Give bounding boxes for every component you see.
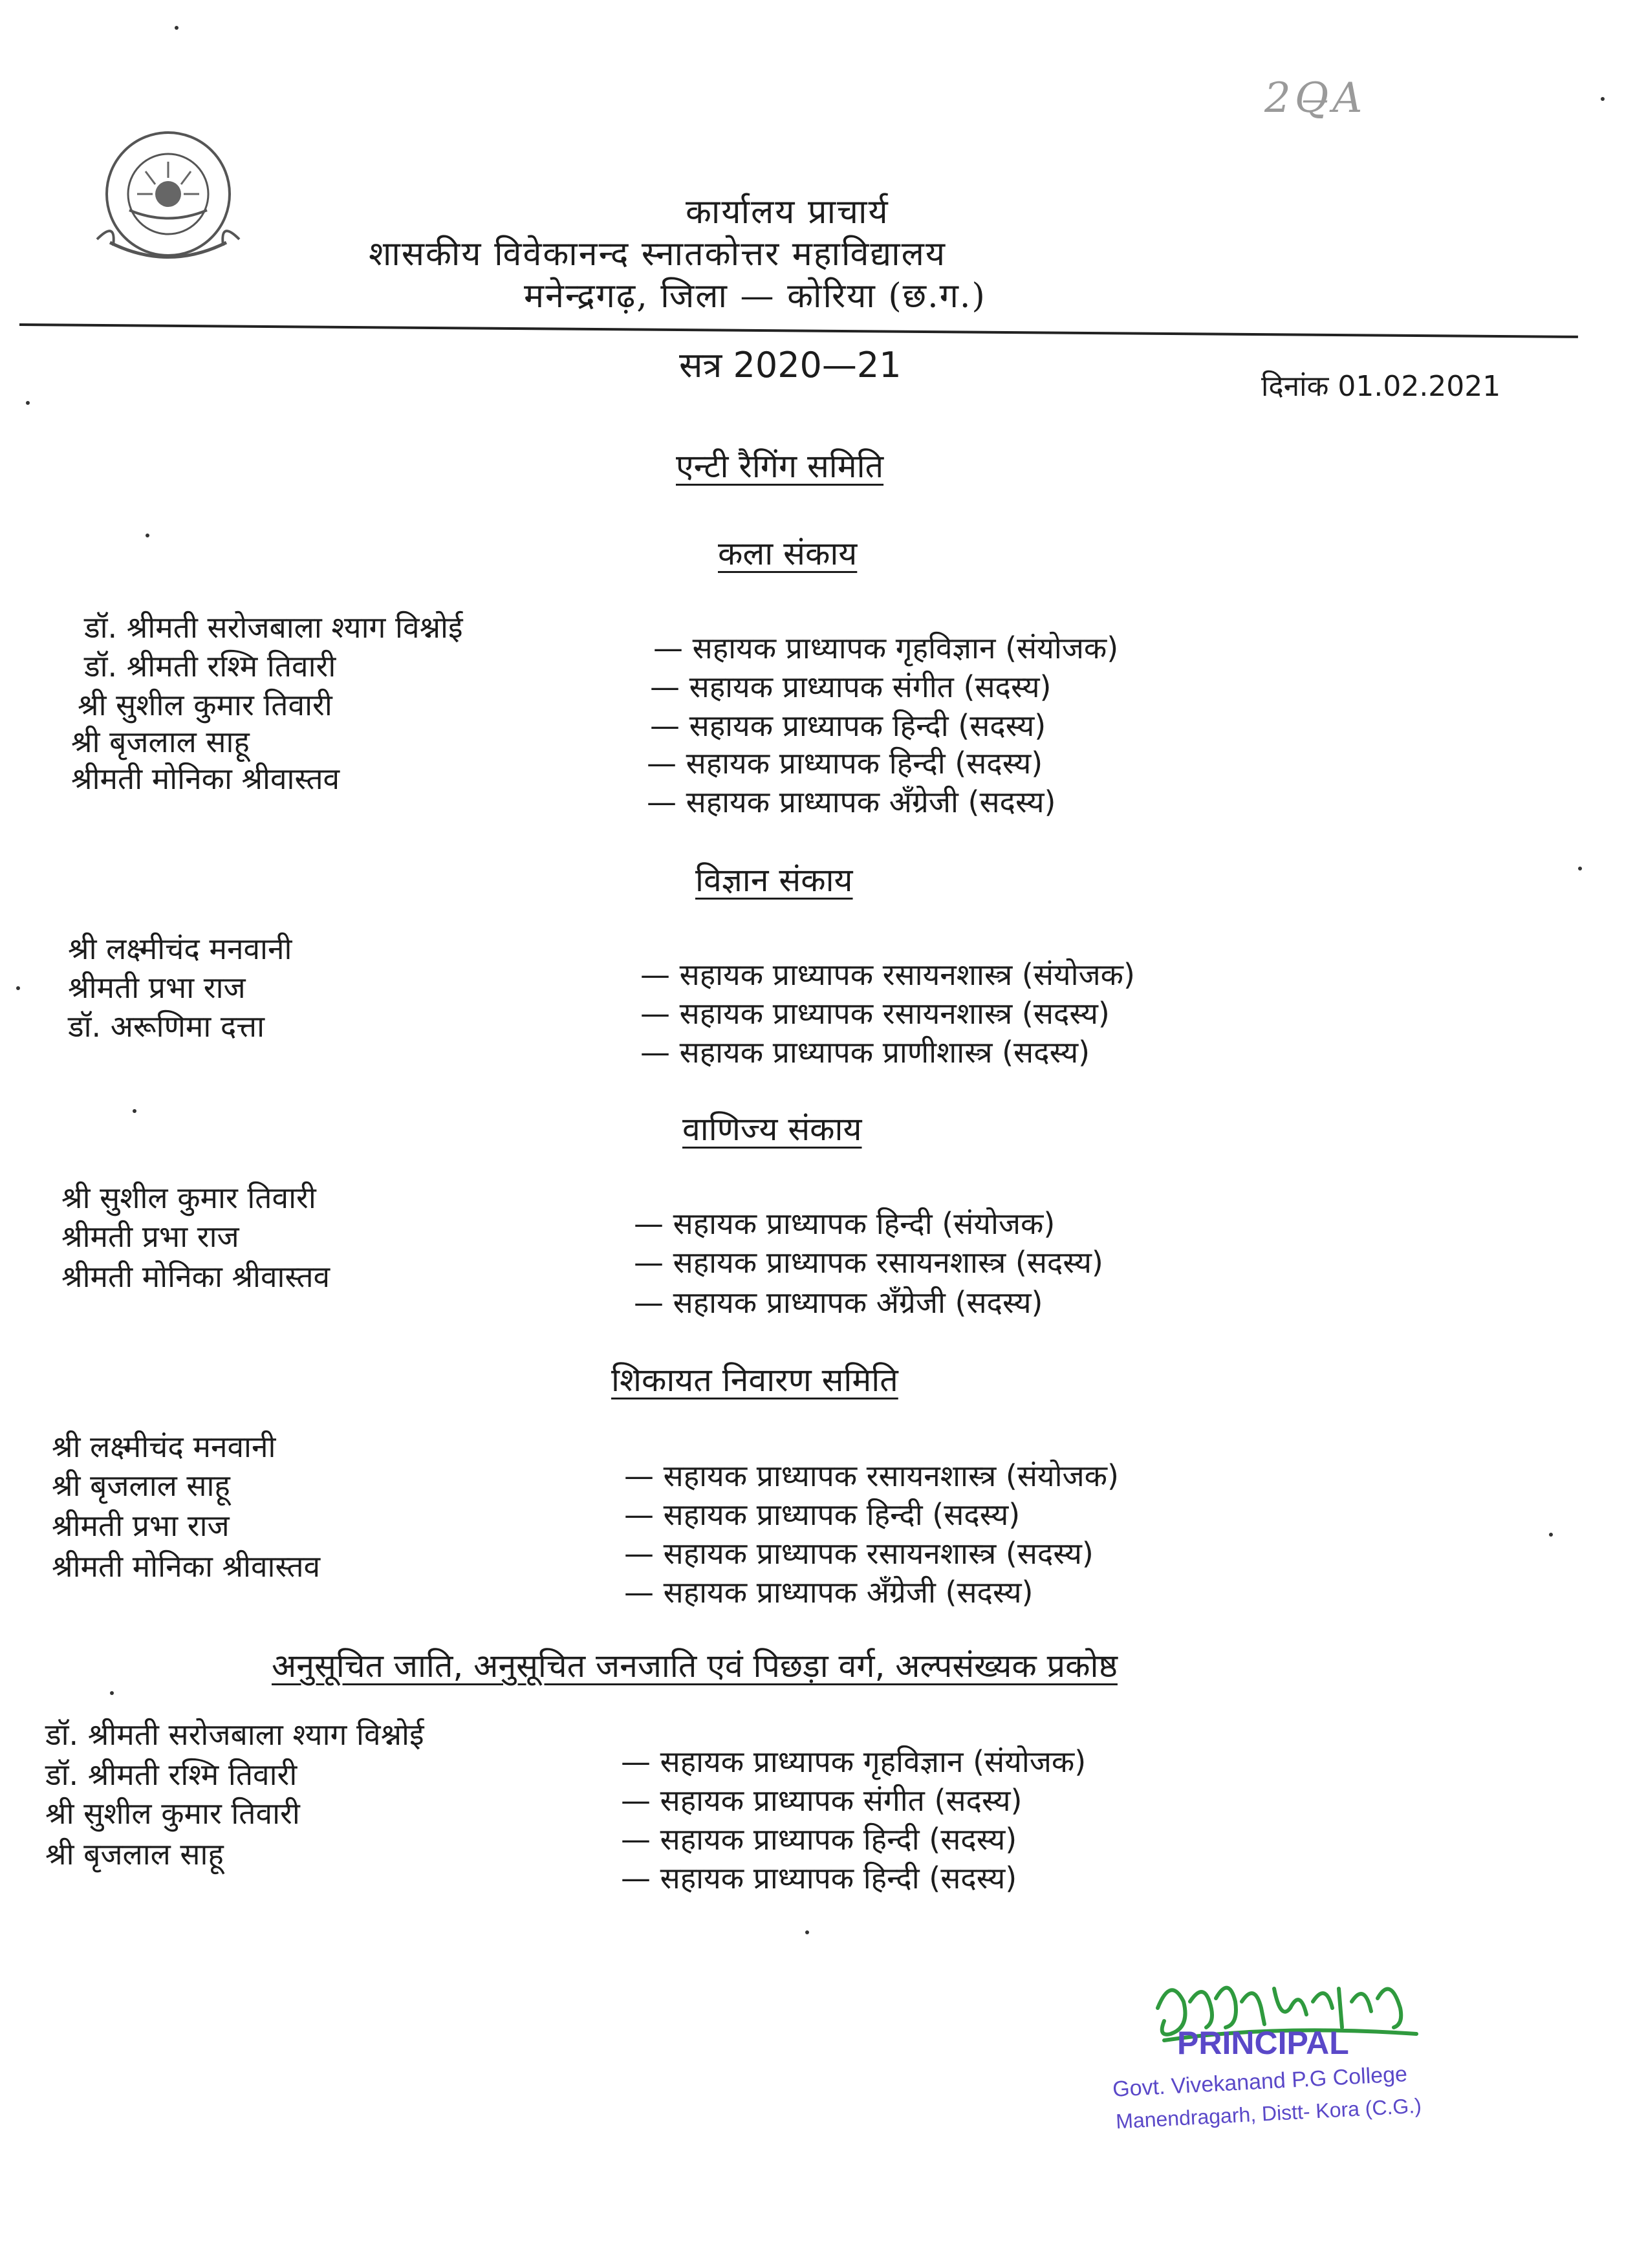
- member-name: डॉ. अरूणिमा दत्ता: [68, 1009, 265, 1044]
- stamp-title: PRINCIPAL: [1177, 2025, 1349, 2061]
- scan-speck: [146, 534, 149, 537]
- member-name: श्रीमती मोनिका श्रीवास्तव: [52, 1549, 321, 1584]
- scan-speck: [110, 1691, 114, 1695]
- member-name: डॉ. श्रीमती रश्मि तिवारी: [84, 649, 336, 684]
- member-role: — सहायक प्राध्यापक संगीत (सदस्य): [621, 1783, 1023, 1818]
- member-name: श्री सुशील कुमार तिवारी: [78, 687, 332, 722]
- section-heading: वाणिज्य संकाय: [682, 1110, 862, 1148]
- handwritten-page-number: 2Q̶A: [1264, 74, 1367, 122]
- scan-speck: [133, 1109, 136, 1113]
- member-name: श्री लक्ष्मीचंद मनवानी: [68, 931, 292, 966]
- scan-speck: [1601, 97, 1605, 101]
- member-role: — सहायक प्राध्यापक हिन्दी (सदस्य): [621, 1861, 1017, 1895]
- member-role: — सहायक प्राध्यापक अँग्रेजी (सदस्य): [647, 784, 1056, 819]
- member-role: — सहायक प्राध्यापक गृहविज्ञान (संयोजक): [653, 631, 1119, 665]
- member-role: — सहायक प्राध्यापक हिन्दी (सदस्य): [621, 1822, 1017, 1857]
- section-heading: विज्ञान संकाय: [695, 861, 853, 899]
- member-name: डॉ. श्रीमती सरोजबाला श्याग विश्नोई: [45, 1717, 424, 1752]
- member-name: श्रीमती प्रभा राज: [61, 1219, 239, 1254]
- scan-speck: [805, 1930, 809, 1934]
- stamp-address: Manendragarh, Distt- Kora (C.G.): [1115, 2093, 1422, 2133]
- member-name: श्री सुशील कुमार तिवारी: [61, 1180, 316, 1215]
- member-role: — सहायक प्राध्यापक अँग्रेजी (सदस्य): [624, 1575, 1034, 1610]
- college-seal-logo: [91, 123, 252, 278]
- header-divider: [19, 323, 1578, 338]
- member-role: — सहायक प्राध्यापक हिन्दी (सदस्य): [650, 708, 1046, 743]
- member-name: श्री सुशील कुमार तिवारी: [45, 1796, 300, 1831]
- scan-speck: [26, 401, 30, 405]
- date-label: दिनांक 01.02.2021: [1261, 370, 1501, 403]
- header-location: मनेन्द्रगढ़, जिला — कोरिया (छ.ग.): [524, 277, 986, 316]
- member-name: श्री बृजलाल साहू: [71, 724, 250, 759]
- section-heading: कला संकाय: [718, 535, 858, 572]
- member-role: — सहायक प्राध्यापक प्राणीशास्त्र (सदस्य): [640, 1035, 1090, 1070]
- header-office: कार्यालय प्राचार्य: [686, 193, 889, 232]
- scan-speck: [175, 26, 179, 30]
- member-name: श्रीमती प्रभा राज: [52, 1508, 230, 1543]
- member-name: श्रीमती मोनिका श्रीवास्तव: [61, 1259, 330, 1294]
- member-name: डॉ. श्रीमती सरोजबाला श्याग विश्नोई: [84, 610, 463, 645]
- member-role: — सहायक प्राध्यापक हिन्दी (सदस्य): [624, 1497, 1021, 1532]
- scan-speck: [1578, 867, 1582, 870]
- member-name: डॉ. श्रीमती रश्मि तिवारी: [45, 1757, 298, 1792]
- header-college-name: शासकीय विवेकानन्द स्नातकोत्तर महाविद्यालय: [369, 235, 947, 274]
- member-role: — सहायक प्राध्यापक रसायनशास्त्र (संयोजक): [624, 1458, 1119, 1493]
- section-heading: शिकायत निवारण समिति: [611, 1361, 898, 1399]
- member-role: — सहायक प्राध्यापक संगीत (सदस्य): [650, 669, 1052, 704]
- member-role: — सहायक प्राध्यापक रसायनशास्त्र (सदस्य): [624, 1536, 1094, 1571]
- member-role: — सहायक प्राध्यापक रसायनशास्त्र (संयोजक): [640, 957, 1135, 992]
- section-heading: अनुसूचित जाति, अनुसूचित जनजाति एवं पिछड़ा वर्ग, अल्पसंख्यक प्रकोष्ठ: [272, 1647, 1118, 1685]
- member-name: श्री लक्ष्मीचंद मनवानी: [52, 1429, 276, 1464]
- member-role: — सहायक प्राध्यापक गृहविज्ञान (संयोजक): [621, 1744, 1087, 1779]
- main-title: एन्टी रैगिंग समिति: [676, 448, 884, 485]
- member-role: — सहायक प्राध्यापक रसायनशास्त्र (सदस्य): [634, 1245, 1103, 1280]
- member-name: श्रीमती प्रभा राज: [68, 970, 246, 1005]
- member-role: — सहायक प्राध्यापक हिन्दी (सदस्य): [647, 746, 1043, 781]
- member-role: — सहायक प्राध्यापक रसायनशास्त्र (सदस्य): [640, 996, 1110, 1031]
- member-name: श्रीमती मोनिका श्रीवास्तव: [71, 761, 340, 796]
- session-label: सत्र 2020—21: [679, 345, 902, 385]
- member-name: श्री बृजलाल साहू: [45, 1837, 224, 1872]
- scan-speck: [16, 986, 20, 990]
- stamp-college: Govt. Vivekanand P.G College: [1112, 2062, 1408, 2102]
- member-role: — सहायक प्राध्यापक हिन्दी (संयोजक): [634, 1206, 1056, 1241]
- member-name: श्री बृजलाल साहू: [52, 1468, 230, 1503]
- member-role: — सहायक प्राध्यापक अँग्रेजी (सदस्य): [634, 1285, 1043, 1320]
- scan-speck: [1549, 1533, 1553, 1537]
